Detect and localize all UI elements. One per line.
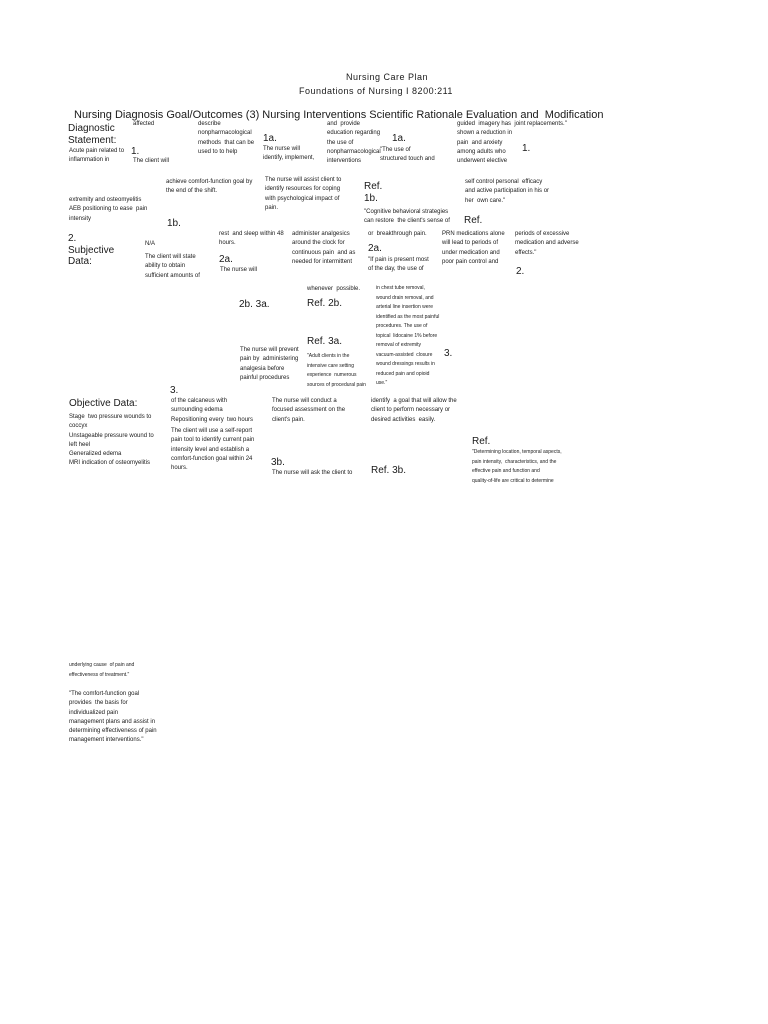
if-pain-present-text: "If pain is present most of the day, the use of <box>368 257 429 273</box>
structured-touch-text: "The use of structured touch and <box>380 147 435 163</box>
rationale-label-1a: 1a. <box>392 133 406 144</box>
provide-education-text: and provide education regarding the use of nonpharmacological interventions <box>327 121 381 165</box>
ref-label-rationale: Ref. <box>464 215 483 226</box>
periods-excessive-text: periods of excessive medication and adverse effects." <box>515 231 579 256</box>
prn-medications-text: PRN medications alone will lead to periods of under medication and poor pain control and <box>442 231 505 265</box>
chest-tube-text: in chest tube removal, wound drain removal, and arterial line insertion were identified as the most painful procedures. The use of topical lidocaine 1% before removal of extremity vacuum-assisted closure wound dressings results in reduced pain and opioid use." <box>376 285 440 386</box>
goal-label-2b-3a: 2b. 3a. <box>239 299 270 310</box>
goal-label-2a: 2a. <box>219 254 233 265</box>
ref-1b-label: Ref. 1b. <box>364 181 383 204</box>
subjective-data-label: 2. Subjective Data: <box>68 233 115 267</box>
calcaneus-edema-text: of the calcaneus with surrounding edema Repositioning every two hours <box>171 398 254 423</box>
rest-sleep-text: rest and sleep within 48 hours. <box>219 231 284 247</box>
objective-findings-text: Stage two pressure wounds to coccyx Unstageable pressure wound to left heel Generalized edema MRI indication of osteomyelitis <box>69 414 154 467</box>
identify-goal-text: identify a goal that will allow the client to perform necessary or desired activities easily. <box>371 398 457 423</box>
extremity-osteomyelitis-text: extremity and osteomyelitis AEB positioning to ease pain intensity <box>69 197 148 222</box>
evaluation-number-3: 3. <box>444 348 453 359</box>
nurse-will-text-2: The nurse will <box>220 267 258 273</box>
nurse-will-identify-text: The nurse will identify, implement, <box>263 146 315 162</box>
describe-text: describe nonpharmacological methods that can be used to to help <box>198 121 255 155</box>
evaluation-number-1: 1. <box>522 143 531 154</box>
goal-number-1b: 1b. <box>167 218 181 229</box>
nurse-will-assist-text: The nurse will assist client to identify resources for coping with psychological impact of pain. <box>265 177 342 211</box>
ref-3b-label: Ref. 3b. <box>371 465 407 476</box>
rationale-label-2a: 2a. <box>368 243 382 254</box>
ref-3a-label: Ref. 3a. <box>307 336 343 347</box>
client-will-text: The client will <box>133 158 170 164</box>
nurse-prevent-pain-text: The nurse will prevent pain by administering analgesia before painful procedures <box>240 347 299 381</box>
page-subtitle: Foundations of Nursing I 8200:211 <box>299 86 453 96</box>
comfort-function-quote-text: "The comfort-function goal provides the basis for individualized pain management plans and assist in determining effectiveness of pain management interventions." <box>69 691 157 744</box>
self-report-tool-text: The client will use a self-report pain tool to identify current pain intensity level and establish a comfort-function goal within 24 hours. <box>171 428 255 472</box>
administer-analgesics-text: administer analgesics around the clock for continuous pain and as needed for intermittent <box>292 231 356 265</box>
achieve-comfort-text: achieve comfort-function goal by the end of the shift. <box>166 179 253 195</box>
acute-pain-text: Acute pain related to inflammation in <box>69 148 125 164</box>
determining-location-text: "Determining location, temporal aspects, pain intensity, characteristics, and the effective pain and function and quality-of-life are critical to determine <box>472 449 562 484</box>
objective-data-label: Objective Data: <box>69 398 138 409</box>
cognitive-strategies-text: "Cognitive behavioral strategies can restore the client's sense of <box>364 209 450 225</box>
breakthrough-pain-text: or breakthrough pain. <box>368 231 427 237</box>
intervention-label-1a: 1a. <box>263 133 277 144</box>
client-state-text: The client will state ability to obtain sufficient amounts of <box>145 254 200 279</box>
column-header-row: Nursing Diagnosis Goal/Outcomes (3) Nursing Interventions Scientific Rationale Evaluation and Modification <box>74 109 604 121</box>
self-control-text: self control personal efficacy and active participation in his or her own care." <box>465 179 550 204</box>
focused-assessment-text: The nurse will conduct a focused assessment on the client's pain. <box>272 398 346 423</box>
goal-number-1: 1. <box>131 146 140 157</box>
page-title: Nursing Care Plan <box>346 72 429 82</box>
whenever-possible-text: whenever possible. <box>307 286 361 292</box>
affected-text: affected <box>133 121 155 127</box>
evaluation-number-2: 2. <box>516 266 525 277</box>
underlying-cause-text: underlying cause of pain and effectiveness of treatment." <box>69 662 135 678</box>
diagnostic-statement-label: Diagnostic Statement: <box>68 123 117 146</box>
goal-number-3: 3. <box>170 385 179 396</box>
guided-imagery-text: guided imagery has joint replacements." shown a reduction in pain and anxiety among adults who underwent elective <box>457 121 567 165</box>
ref-label-evaluation: Ref. <box>472 436 491 447</box>
nurse-ask-client-text: The nurse will ask the client to <box>272 470 353 476</box>
ref-2b-label: Ref. 2b. <box>307 298 343 309</box>
na-text: N/A <box>145 241 156 247</box>
adult-clients-text: "Adult clients in the intensive care setting experience numerous sources of procedural pain <box>307 353 366 388</box>
intervention-label-3b: 3b. <box>271 457 285 468</box>
